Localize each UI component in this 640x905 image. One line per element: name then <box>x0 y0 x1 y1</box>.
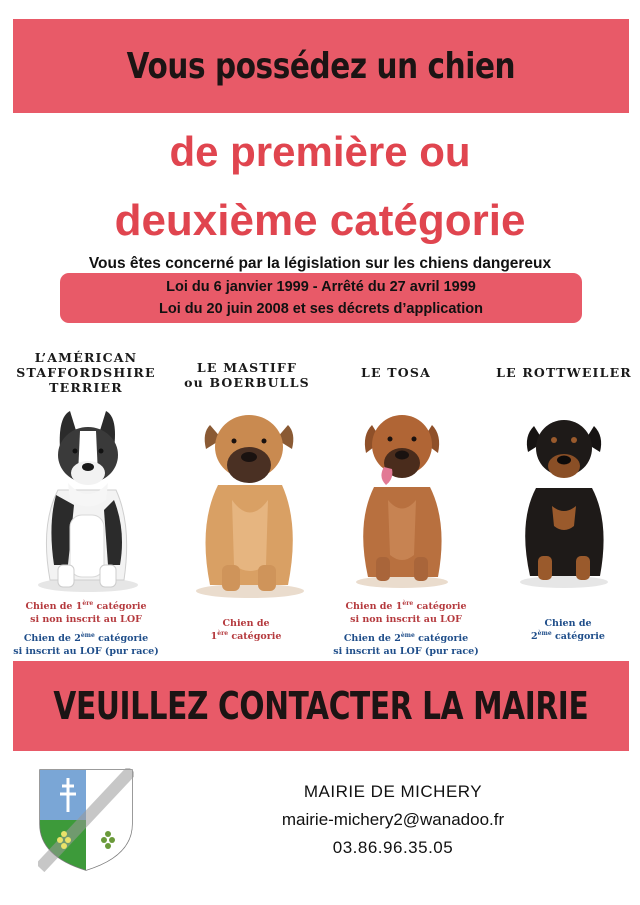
breed-name-line: TERRIER <box>49 380 123 395</box>
breed-name-line: LE MASTIFF <box>196 360 298 375</box>
law-line-2: Loi du 20 juin 2008 et ses décrets d’application <box>159 301 483 317</box>
caption-line: Chien de <box>544 618 592 629</box>
category-line-2: deuxième catégorie <box>114 196 526 245</box>
breed-name-tosa <box>336 365 456 380</box>
law-box <box>60 273 582 323</box>
rottweiler-dog-image <box>512 410 616 590</box>
mairie-email[interactable]: mairie-michery2@wanadoo.fr <box>281 810 505 829</box>
caption-rottweiler <box>508 617 628 643</box>
mairie-phone: 03.86.96.35.05 <box>332 838 454 857</box>
bottom-banner-text: VEUILLEZ CONTACTER LA MAIRIE <box>53 684 589 728</box>
caption-staffordshire <box>0 600 172 658</box>
mairie-name: MAIRIE DE MICHERY <box>303 782 483 801</box>
caption-tosa <box>320 600 492 658</box>
breed-name-staffordshire <box>10 350 162 395</box>
caption-line: 2ème catégorie <box>531 629 605 642</box>
tosa-dog-image <box>348 405 456 590</box>
caption-line: Chien de <box>222 618 270 629</box>
top-banner-text: Vous possédez un chien <box>126 45 516 87</box>
law-line-1: Loi du 6 janvier 1999 - Arrêté du 27 avril 1999 <box>166 279 476 295</box>
legislation-notice: Vous êtes concerné par la législation sur les chiens dangereux <box>88 255 552 272</box>
breed-name-line: LE TOSA <box>361 365 431 380</box>
mastiff-dog-image <box>188 405 310 600</box>
breed-name-line: LE ROTTWEILER <box>496 365 632 380</box>
caption-cat-a-condition: si non inscrit au LOF <box>350 614 462 625</box>
breed-name-line: L’AMÉRICAN <box>34 350 138 365</box>
caption-cat-b: Chien de 2ème catégorie <box>23 631 149 644</box>
caption-cat-b-condition: si inscrit au LOF (pur race) <box>333 646 479 657</box>
caption-cat-a: Chien de 1ère catégorie <box>345 599 467 612</box>
staffordshire-dog-image <box>28 405 146 595</box>
bottom-banner <box>13 661 629 751</box>
breed-name-line: STAFFORDSHIRE <box>16 365 156 380</box>
caption-cat-b-condition: si inscrit au LOF (pur race) <box>13 646 159 657</box>
breed-name-line: ou BOERBULLS <box>184 375 310 390</box>
coat-of-arms-icon <box>38 768 134 872</box>
category-line-1: de première ou <box>169 128 471 175</box>
breed-name-rottweiler <box>490 365 638 380</box>
caption-cat-a: Chien de 1ère catégorie <box>25 599 147 612</box>
caption-mastiff <box>186 617 306 643</box>
top-banner <box>13 19 629 113</box>
caption-cat-b: Chien de 2ème catégorie <box>343 631 469 644</box>
breed-name-mastiff <box>172 360 322 390</box>
caption-cat-a-condition: si non inscrit au LOF <box>30 614 142 625</box>
caption-line: 1ère catégorie <box>210 629 282 642</box>
